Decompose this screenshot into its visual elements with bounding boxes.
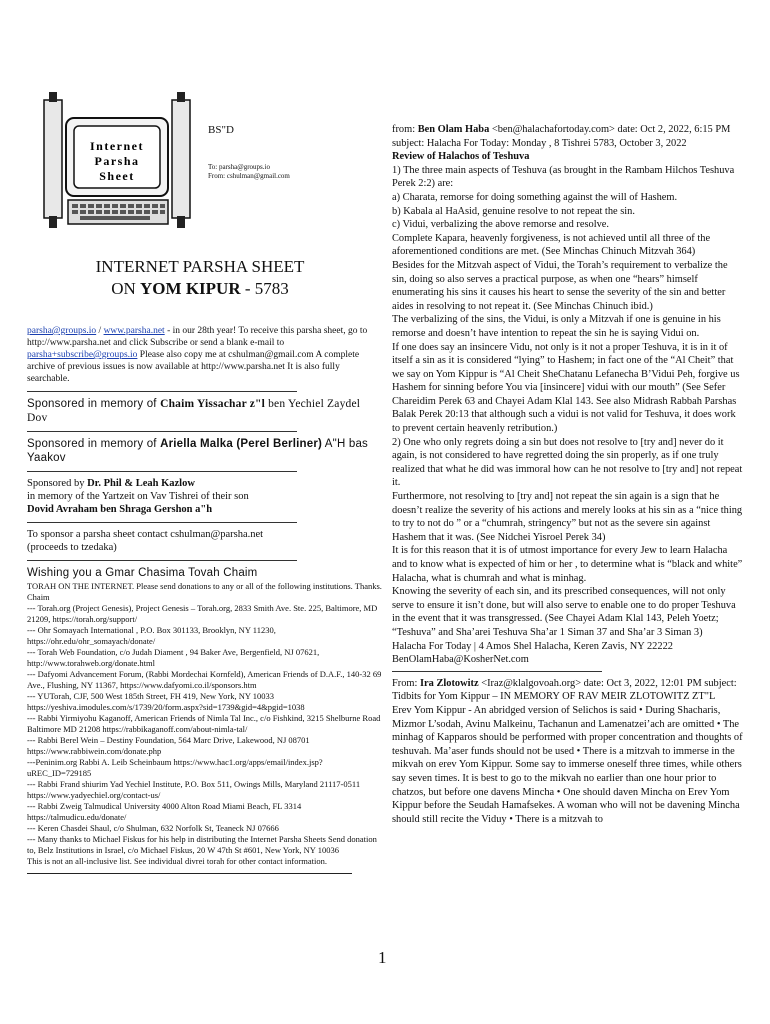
wish-line: Wishing you a Gmar Chasima Tovah Chaim [27,567,258,579]
from-2-rest: <Iraz@klalgovoah.org> date: Oct 3, 2022, 12:01 PM subject: Tidbits for Yom Kippur – IN MEMORY OF RAV MEIR ZLOTOWITZ ZT"L [392,677,737,703]
divider [27,391,297,392]
tidbits-paragraph: Erev Yom Kippur - An abridged version of Selichos is said • During Shacharis, Mizmor L’sodah, Avinu Malkeinu, Tachanun and Lamenatzei’ach are omitted • The minhag of Kapparos should be performed with proper concentration and thoughts of teshuvah. Ma’aser funds should not be used • There is a mitzvah to immerse in the mikvah on erev Yom Kippur. Some say to immerse oneself three times, while others say seven times. It is best to go to the mikvah no earlier than one hour prior to chatzos, but before one davens Mincha • One should daven Mincha on Erev Yom Kippur before the Seudah Hamafsekes. A woman who will not be davening Mincha should still recite the Viduy • There is a mitzvah to [392,704,743,825]
logo-line-2: Parsha [94,154,140,168]
body-paragraph: Besides for the Mitzvah aspect of Vidui, the Torah’s requirement to verbalize the sin, doing so also serves a practical purpose, as when one “hears” himself enumerating his sins it causes his heart to sense the severity of the sin and better aides in resolving to not repeat it. (See Minchas Chinuch ibid.) [392,259,728,312]
divider [27,560,297,561]
body-paragraph: a) Charata, remorse for doing something against the will of Hashem. [392,191,678,203]
logo-line-1: Internet [90,139,144,153]
sponsor-3-line-3: Dovid Avraham ben Shraga Gershon a"h [27,504,213,515]
donation-item: --- Rabbi Berel Wein – Destiny Foundation, 564 Marc Drive, Lakewood, NJ 08701 https://www.rabbiwein.com/donate.php [27,735,310,756]
body-paragraph: It is for this reason that it is of utmost importance for every Jew to learn Halacha and to know what is expected of him or her , to determine what is “black and white” Halacha, what is chumrah and what is minhag. [392,545,743,584]
divider [27,431,297,432]
sponsor-info-line-2: (proceeds to tzedaka) [27,542,117,553]
body-paragraph: If one does say an insincere Vidu, not only is it not a proper Teshuva, it is in it of itself a sin as it is considered “lying” to Hashem; in fact one of the “Al Cheit” that we say on Yom Kippur is “Al Cheit SheChatanu Lefanecha B’Vidui Peh, forgive us Hashem for sinning before You via [insincere] vidui with our mouth” (See Sefer Chareidim Perek 63 and Chayei Adam Klal 143. See also Midrash Rabbah Parshas Balak Perek 20:13 that although such a vidui is not valid for Teshuva, it does work to prevent certain heavenly retribution.) [392,341,740,435]
donation-item: --- Rabbi Frand shiurim Yad Yechiel Institute, P.O. Box 511, Owings Mills, Maryland 21117-0511 https://www.yadyechiel.org/contact-us/ [27,779,361,800]
title-year: - 5783 [240,279,289,298]
header-contact [208,163,290,181]
sponsor-1-name: Chaim Yissachar z"l [160,398,266,410]
from-line: From: cshulman@gmail.com [208,172,290,180]
from-2-prefix: From: [392,677,421,689]
body-paragraph: 2) One who only regrets doing a sin but does not resolve to [try and] never do it again, is not considered to have regretted doing the sin properly, as if one truly realized that what he did was immoral how can he not resolve to [try and] not repeat it. [392,436,743,489]
donation-item: --- Ohr Somayach International , P.O. Box 301133, Brooklyn, NY 11230, https://ohr.edu/ohr_somayach/donate/ [27,625,276,646]
body-paragraph: 1) The three main aspects of Teshuva (as brought in the Rambam Hilchos Teshuva Perek 2:2) are: [392,164,735,190]
email-header-1 [392,123,744,150]
donations-list [27,581,382,867]
page-number: 1 [378,948,387,967]
sponsor-3-names: Dr. Phil & Leah Kazlow [87,478,195,489]
sponsor-1 [27,397,382,425]
divider [27,522,297,523]
from-1-rest: <ben@halachafortoday.com> date: Oct 2, 2022, 6:15 PM subject: Halacha For Today: Monday , 8 Tishrei 5783, October 3, 2022 [392,124,731,149]
body-paragraph: The verbalizing of the sins, the Vidui, is only a Mitzvah if one is genuine in his remorse and doesn’t have intention to repeat the sin he is saying Vidui on. [392,314,721,339]
page-title [30,256,370,300]
logo-graphic [40,90,200,240]
body-paragraph: b) Kabala al HaAsid, genuine resolve to not repeat the sin. [392,205,635,217]
left-column [27,325,382,874]
bsd-marker: BS"D [208,124,234,136]
sponsor-3-line-2: in memory of the Yartzeit on Vav Tishrei of their son [27,491,249,502]
intro-paragraph [27,325,382,385]
bottom-divider [27,873,352,874]
from-1-prefix: from: [392,124,418,135]
title-holiday: YOM KIPUR [140,279,241,298]
sponsor-3-line-1 [27,477,382,490]
donation-item: TORAH ON THE INTERNET. Please send donations to any or all of the following institutions. Thanks. Chaim [27,581,382,602]
body-paragraph: Furthermore, not resolving to [try and] not repeat the sin again is a sign that he doesn’t realize the severity of his actions and merely looks at his sin as a “nice thing to try to not do ” or a “chumrah, stringency” but not as the severe sin against Hashem that it was. (See Nidchei Yisroel Perek 34) [392,491,743,543]
donation-item: --- Many thanks to Michael Fiskus for his help in distributing the Internet Parsha Sheets Send donation to, Belz Institutions in Israel, c/o Michael Fiskus, 20 W 47th St #601, New York, NY 10036 [27,834,377,855]
donation-item: This is not an all-inclusive list. See individual divrei torah for other contact information. [27,856,328,866]
sponsor-info [27,528,382,554]
logo-line-3: Sheet [99,169,135,183]
subscribe-email-link[interactable]: parsha+subscribe@groups.io [27,350,138,360]
sponsor-info-line-1: To sponsor a parsha sheet contact cshulman@parsha.net [27,529,264,540]
donation-item: --- Keren Chasdei Shaul, c/o Shulman, 632 Norfolk St, Teaneck NJ 07666 [27,823,279,833]
body-paragraph: c) Vidui, verbalizing the above remorse and resolve. [392,219,610,231]
internet-parsha-sheet-logo [40,90,200,240]
donation-item: --- Rabbi Yirmiyohu Kaganoff, American Friends of Nimla Tal Inc., c/o Fishkind, 3215 Shelburne Road Baltimore MD 21208 https://rabbikaganoff.com/about-nimla-tal/ [27,713,381,734]
sponsor-2 [27,437,382,465]
divider [392,671,602,672]
donation-item: --- Rabbi Zweig Talmudical University 4000 Alton Road Miami Beach, FL 3314 https://talmudicu.edu/donate/ [27,801,302,822]
from-2-name: Ira Zlotowitz [420,677,479,689]
divider [27,471,297,472]
sponsor-3-prefix: Sponsored by [27,478,88,489]
body-paragraph: Complete Kapara, heavenly forgiveness, is not achieved until all three of the aforementioned conditions are met. (See Minchas Chinuch Mitzvah 364) [392,232,711,258]
donation-item: ---Peninim.org Rabbi A. Leib Scheinbaum https://www.hac1.org/apps/email/index.jsp?uREC_ID=729185 [27,757,323,778]
sponsor-1-suffix: ben Yechiel Zaydel Dov [27,398,361,424]
intro-text-1: - in our 28th year! To receive this parsha sheet, go to http://www.parsha.net and click Subscribe or send a blank e-mail to [27,326,368,348]
from-1-name: Ben Olam Haba [417,124,490,135]
intro-text-2: Please also copy me at cshulman@gmail.com A complete archive of previous issues is now available at http://www.parsha.net It is also fully searchable. [27,350,360,384]
groups-email-link[interactable]: parsha@groups.io [27,326,97,336]
website-link[interactable]: www.parsha.net [103,326,165,336]
body-paragraph: Halacha For Today | 4 Amos Shel Halacha, Keren Zavis, NY 22222 BenOlamHaba@KosherNet.com [392,640,673,666]
intro-separator: / [96,326,104,336]
review-heading: Review of Halachos of Teshuva [392,151,530,163]
sponsor-2-prefix: Sponsored in memory of [27,438,161,450]
to-line: To: parsha@groups.io [208,163,270,171]
donation-item: --- YUTorah, CJF, 500 West 185th Street, FH 419, New York, NY 10033 https://yeshiva.imodules.com/s/1739/20/form.aspx?sid=1739&gid=4&pgid=1038 [27,691,305,712]
sponsor-1-prefix: Sponsored in memory of [27,398,161,410]
right-column [392,123,744,826]
sponsor-3 [27,477,382,516]
donation-item: --- Torah.org (Project Genesis), Project Genesis – Torah.org, 2833 Smith Ave. Ste. 225, Baltimore, MD 21209, https://torah.org/support/ [27,603,378,624]
sponsor-2-name: Ariella Malka (Perel Berliner) [160,438,323,450]
title-line-1: INTERNET PARSHA SHEET [95,257,305,276]
title-line-2 [30,278,370,300]
title-prefix: ON [111,279,141,298]
body-paragraph: Knowing the severity of each sin, and its prescribed consequences, will not only serve to ensure it isn’t done, but will also serve to enable one to do proper Teshuva in the event that it was transgressed. (See Chayei Adam Klal 143, Peleh Yoetz; “Teshuva” and Sha’arei Teshuva Sha’ar 1 Siman 37 and Sha’ar 3 Siman 3) [392,586,736,638]
donation-item: --- Dafyomi Advancement Forum, (Rabbi Mordechai Kornfeld), American Friends of D.A.F., 140-32 69 Ave., Flushing, NY 11367, https://www.dafyomi.co.il/sponsors.htm [27,669,382,690]
email-header-2 [392,677,744,704]
donation-item: --- Torah Web Foundation, c/o Judah Diament , 94 Baker Ave, Bergenfield, NJ 07621, http://www.torahweb.org/donate.html [27,647,320,668]
sponsor-2-suffix: A"H bas Yaakov [27,438,369,464]
